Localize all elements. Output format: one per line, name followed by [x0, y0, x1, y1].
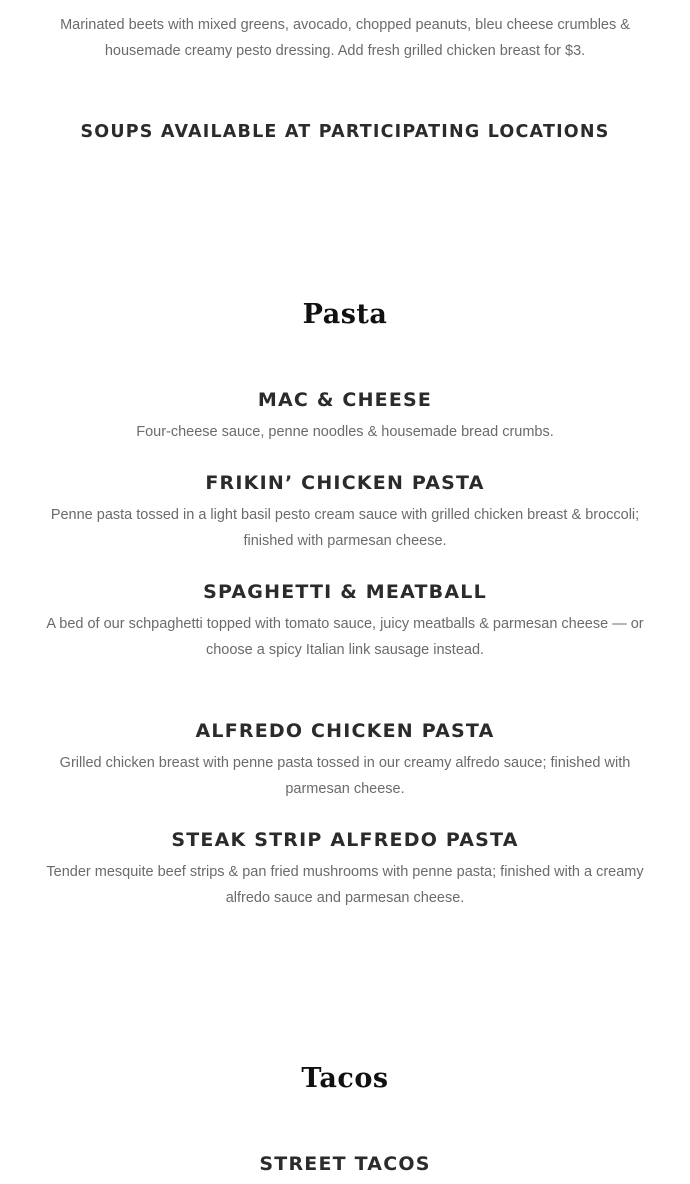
menu-item-description: Four-cheese sauce, penne noodles & housemade bread crumbs.: [136, 424, 554, 440]
menu-item-description: Grilled chicken breast with penne pasta tossed in our creamy alfredo sauce; finished with parmesan cheese.: [59, 755, 631, 797]
menu-item-title: STEAK STRIP ALFREDO PASTA: [171, 829, 519, 851]
section-heading-pasta: Pasta: [302, 299, 388, 330]
menu-item-title: MAC & CHEESE: [257, 389, 433, 411]
menu-item-title: FRIKIN’ CHICKEN PASTA: [205, 472, 485, 494]
menu-item-description: Penne pasta tossed in a light basil pesto cream sauce with grilled chicken breast & broccoli; finished with parmesan cheese.: [50, 507, 640, 549]
soups-availability-notice: SOUPS AVAILABLE AT PARTICIPATING LOCATIONS: [80, 122, 610, 142]
salad-description: Marinated beets with mixed greens, avocado, chopped peanuts, bleu cheese crumbles & housemade creamy pesto dressing. Add fresh grilled chicken breast for $3.: [60, 17, 630, 59]
section-heading-tacos: Tacos: [301, 1063, 389, 1094]
menu-item-description: Tender mesquite beef strips & pan fried mushrooms with penne pasta; finished with a creamy alfredo sauce and parmesan cheese.: [46, 864, 644, 906]
menu-item-title: ALFREDO CHICKEN PASTA: [195, 720, 495, 742]
menu-item-description: A bed of our schpaghetti topped with tomato sauce, juicy meatballs & parmesan cheese — or choose a spicy Italian link sausage instead.: [46, 616, 644, 658]
menu-item-title: STREET TACOS: [259, 1153, 431, 1175]
menu-item-title: SPAGHETTI & MEATBALL: [203, 581, 487, 603]
